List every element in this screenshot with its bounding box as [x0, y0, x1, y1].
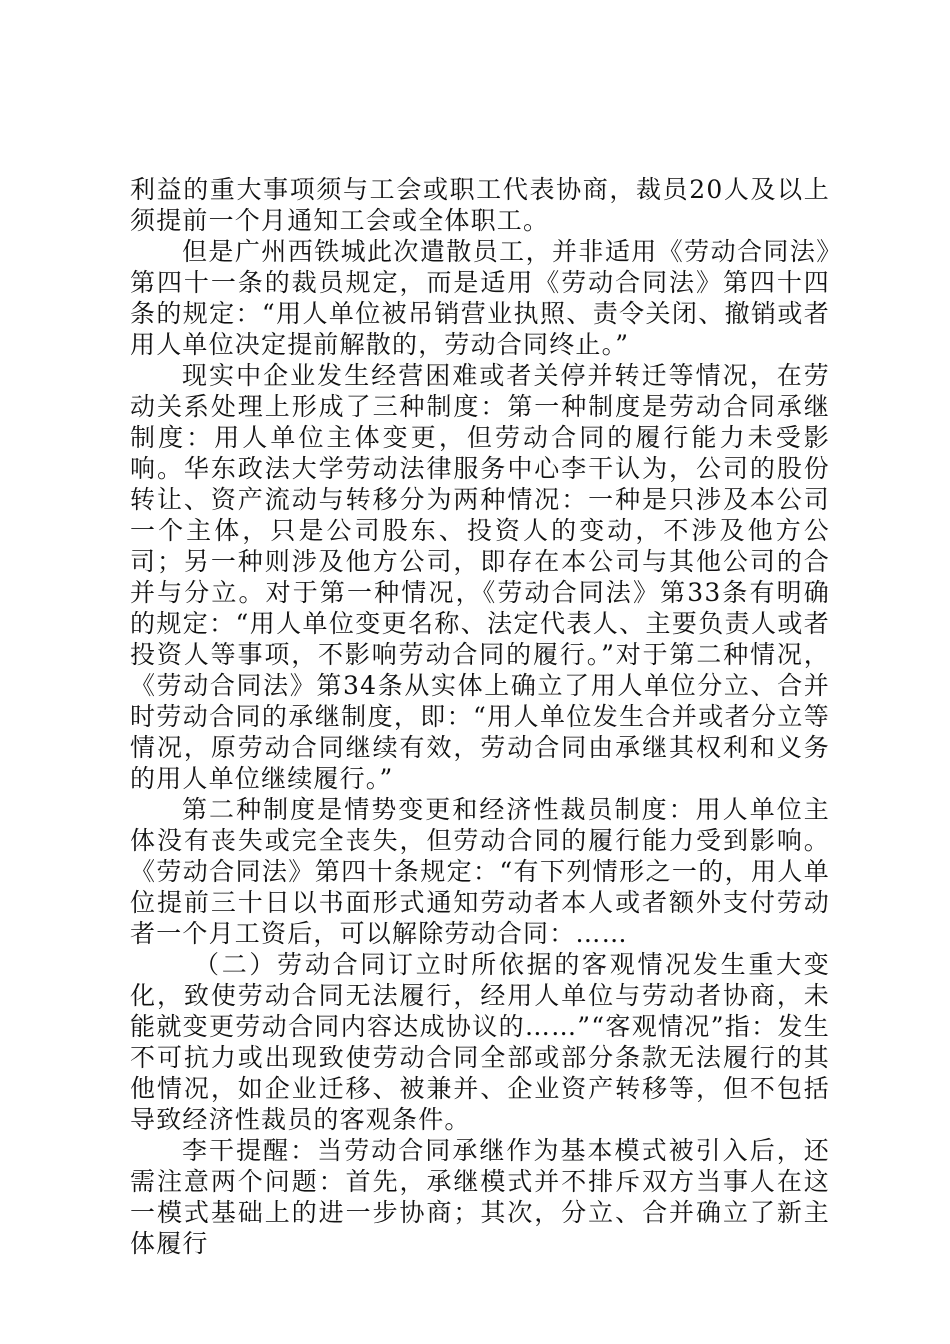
paragraph-6: 李干提醒：当劳动合同承继作为基本模式被引入后，还需注意两个问题：首先，承继模式并不排斥双方当事人在这一模式基础上的进一步协商；其次，分立、合并确立了新主体履行 [130, 1136, 830, 1258]
paragraph-1: 利益的重大事项须与工会或职工代表协商，裁员20人及以上须提前一个月通知工会或全体职工。 [130, 175, 830, 235]
paragraph-4: 第二种制度是情势变更和经济性裁员制度：用人单位主体没有丧失或完全丧失，但劳动合同的履行能力受到影响。《劳动合同法》第四十条规定：“有下列情形之一的，用人单位提前三十日以书面形式通知劳动者本人或者额外支付劳动者一个月工资后，可以解除劳动合同：…… [130, 795, 830, 948]
paragraph-2: 但是广州西铁城此次遣散员工，并非适用《劳动合同法》第四十一条的裁员规定，而是适用《劳动合同法》第四十四条的规定：“用人单位被吊销营业执照、责令关闭、撤销或者用人单位决定提前解散的，劳动合同终止。” [130, 237, 830, 359]
paragraph-5: （二）劳动合同订立时所依据的客观情况发生重大变化，致使劳动合同无法履行，经用人单位与劳动者协商，未能就变更劳动合同内容达成协议的……”“客观情况”指：发生不可抗力或出现致使劳动合同全部或部分条款无法履行的其他情况，如企业迁移、被兼并、企业资产转移等，但不包括导致经济性裁员的客观条件。 [130, 950, 830, 1134]
document-body [130, 174, 830, 1259]
paragraph-3: 现实中企业发生经营困难或者关停并转迁等情况，在劳动关系处理上形成了三种制度：第一种制度是劳动合同承继制度：用人单位主体变更，但劳动合同的履行能力未受影响。华东政法大学劳动法律服务中心李干认为，公司的股份转让、资产流动与转移分为两种情况：一种是只涉及本公司一个主体，只是公司股东、投资人的变动，不涉及他方公司；另一种则涉及他方公司，即存在本公司与其他公司的合并与分立。对于第一种情况，《劳动合同法》第33条有明确的规定：“用人单位变更名称、法定代表人、主要负责人或者投资人等事项，不影响劳动合同的履行。”对于第二种情况，《劳动合同法》第34条从实体上确立了用人单位分立、合并时劳动合同的承继制度，即：“用人单位发生合并或者分立等情况，原劳动合同继续有效，劳动合同由承继其权利和义务的用人单位继续履行。” [130, 361, 830, 793]
